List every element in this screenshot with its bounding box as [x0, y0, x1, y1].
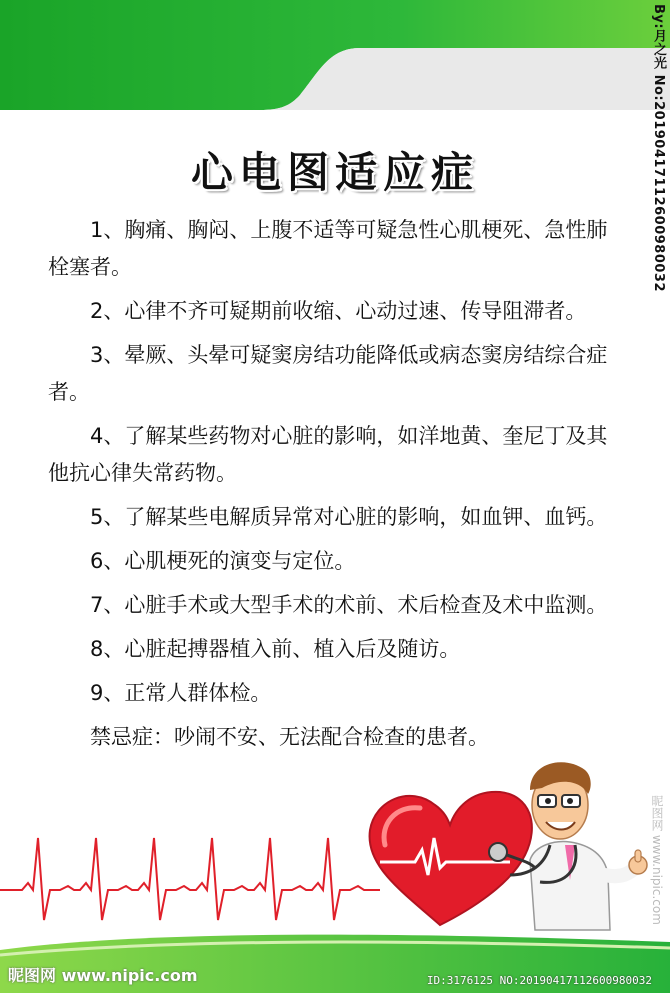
indication-list	[48, 212, 628, 756]
list-item: 5、了解某些电解质异常对心脏的影响，如血钾、血钙。	[90, 505, 608, 529]
list-item: 3、晕厥、头晕可疑窦房结功能降低或病态窦房结综合症者。	[48, 343, 608, 404]
watermark-site: 昵图网 www.nipic.com	[650, 795, 664, 925]
site-logo: 昵图网 www.nipic.com	[8, 966, 198, 985]
list-item: 7、心脏手术或大型手术的术前、术后检查及术中监测。	[90, 593, 608, 617]
list-item: 6、心肌梗死的演变与定位。	[90, 549, 356, 573]
heart-doctor-illustration	[360, 750, 660, 940]
ecg-line-icon	[0, 828, 380, 928]
list-item: 8、心脏起搏器植入前、植入后及随访。	[90, 637, 461, 661]
doctor-cartoon-icon	[530, 762, 647, 930]
header-green-band	[0, 0, 670, 120]
page-title: 心电图适应症	[190, 148, 479, 197]
watermark-author: By:月之光 No:20190417112600980032	[651, 4, 666, 293]
list-item: 4、了解某些药物对心脏的影响，如洋地黄、奎尼丁及其他抗心律失常药物。	[48, 424, 608, 485]
list-item: 2、心律不齐可疑期前收缩、心动过速、传导阻滞者。	[90, 299, 587, 323]
heart-icon	[370, 792, 532, 925]
image-id-watermark: ID:3176125 NO:20190417112600980032	[426, 974, 652, 987]
list-item: 1、胸痛、胸闷、上腹不适等可疑急性心肌梗死、急性肺栓塞者。	[48, 218, 608, 279]
list-item: 9、正常人群体检。	[90, 681, 272, 705]
contraindication-text: 禁忌症：吵闹不安、无法配合检查的患者。	[90, 725, 489, 749]
